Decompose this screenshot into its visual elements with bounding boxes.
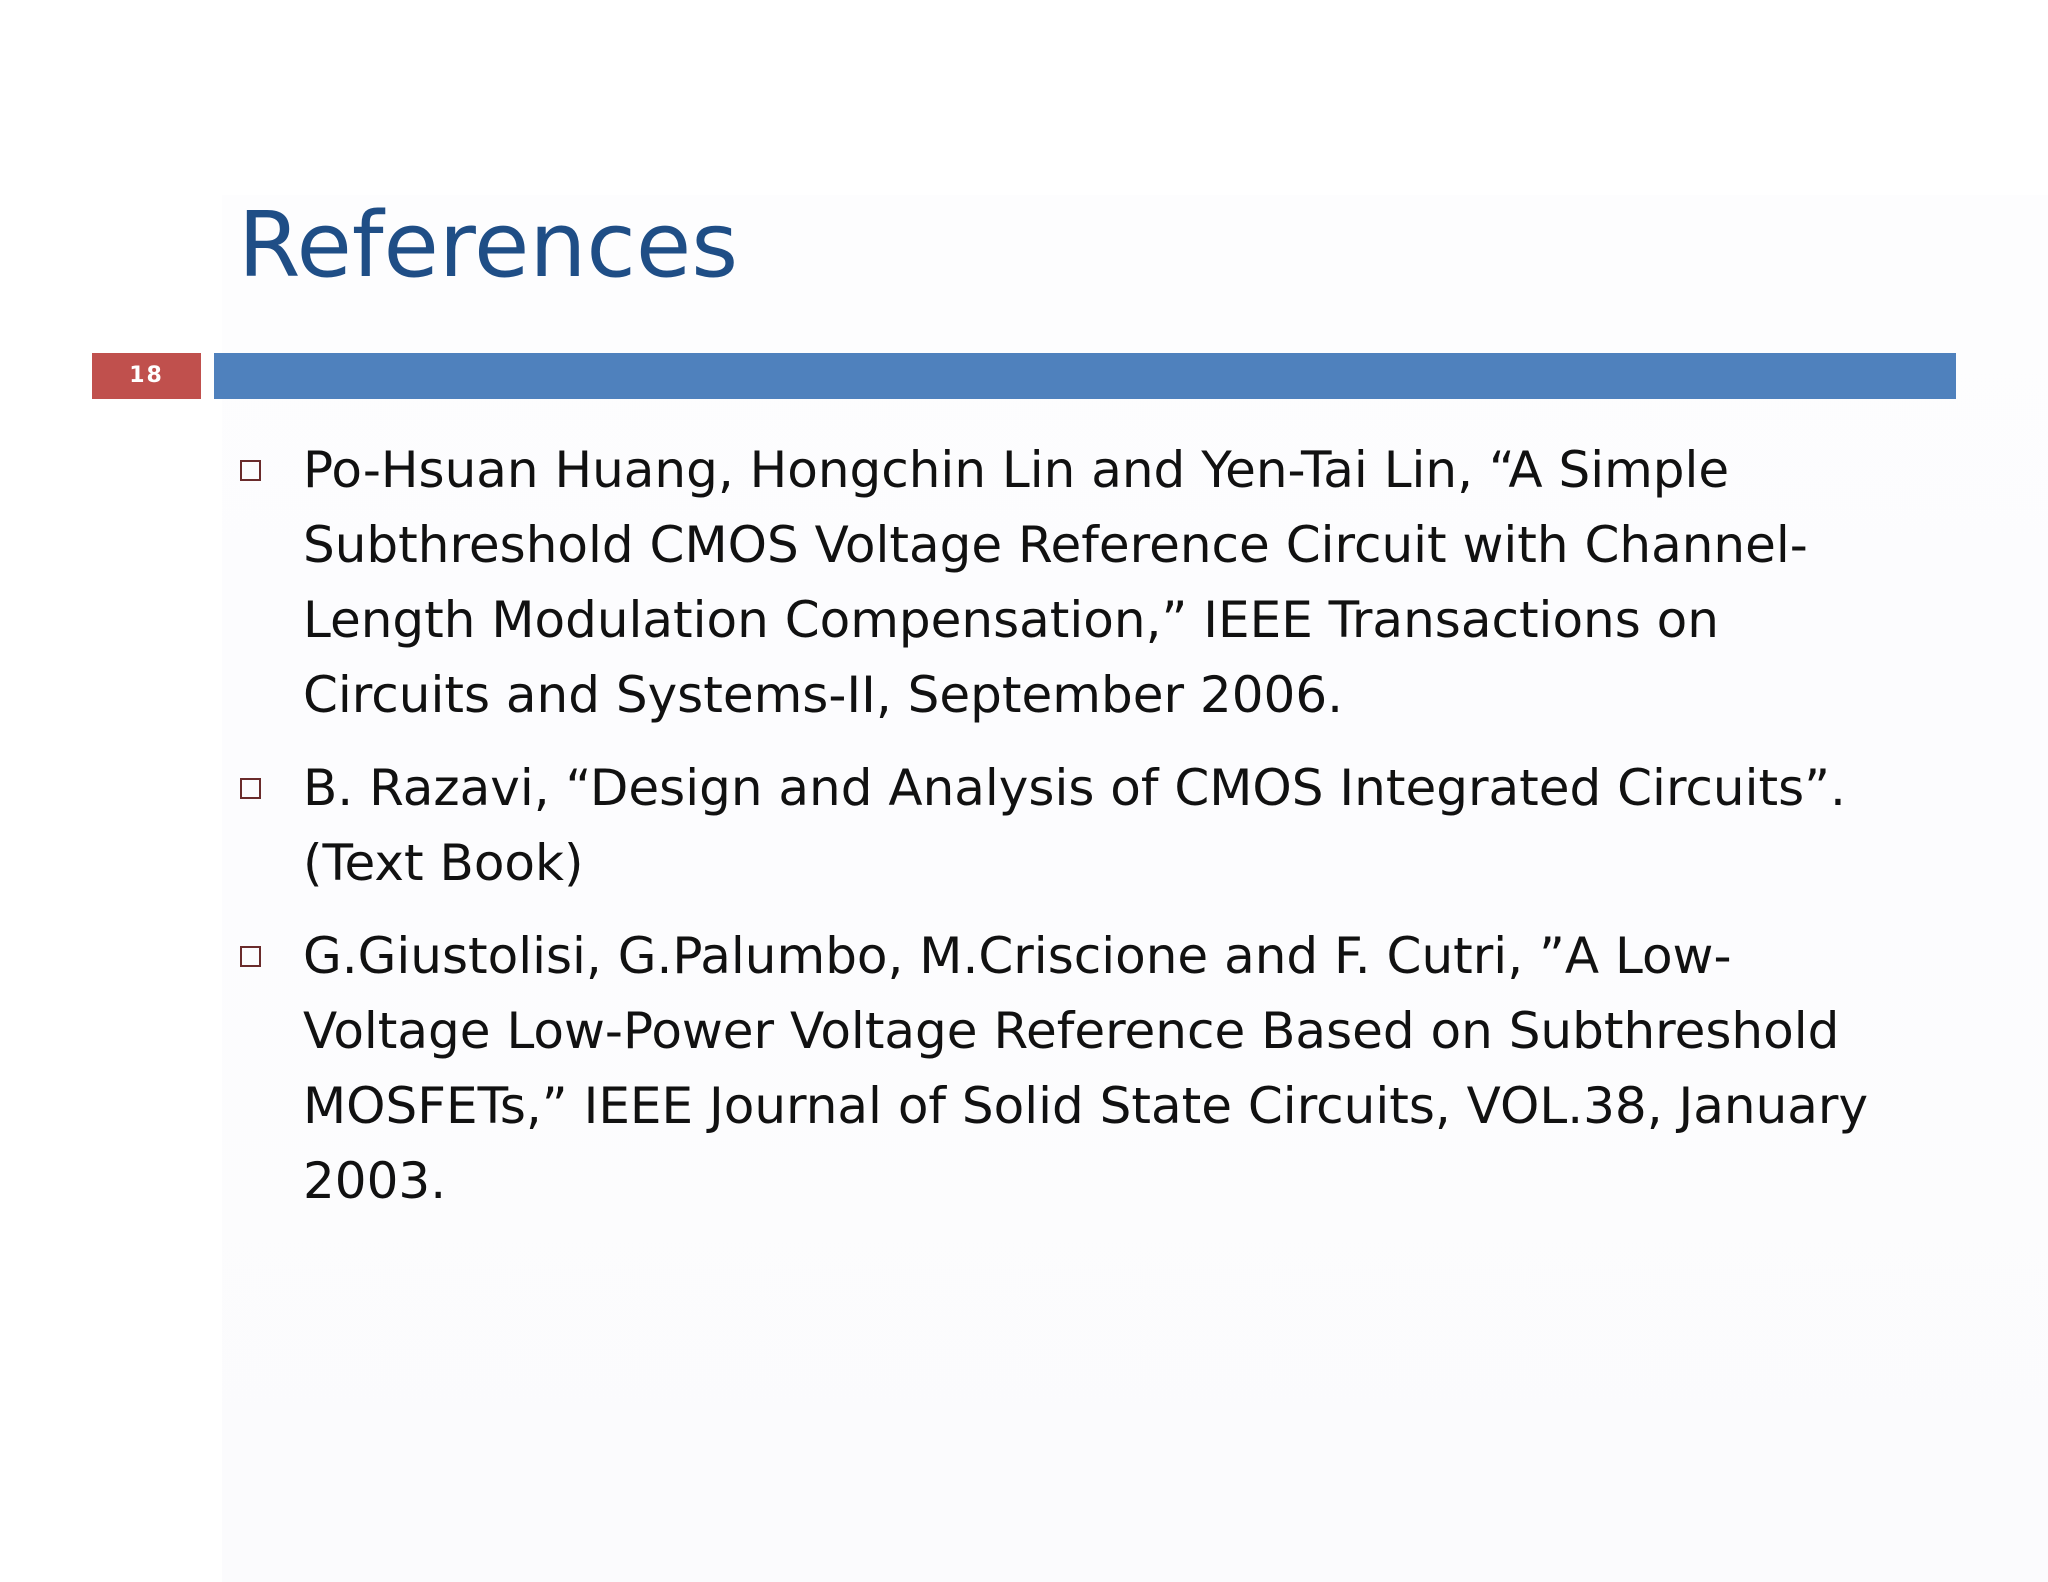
reference-text: Po-Hsuan Huang, Hongchin Lin and Yen-Tai Lin, “A Simple Subthreshold CMOS Voltage Reference Circuit with Channel-Length Modulation Compensation,” IEEE Transactions on Circuits and Systems-II, September 2006. [303, 441, 1808, 724]
title-rule-bar [214, 353, 1956, 399]
hollow-square-bullet-icon [240, 946, 261, 967]
page-number-badge: 18 [92, 353, 201, 399]
reference-list [238, 433, 1878, 1237]
reference-text: G.Giustolisi, G.Palumbo, M.Criscione and F. Cutri, ”A Low-Voltage Low-Power Voltage Reference Based on Subthreshold MOSFETs,” IEEE Journal of Solid State Circuits, VOL.38, January 2003. [303, 927, 1869, 1210]
reference-item [238, 751, 1878, 901]
reference-text: B. Razavi, “Design and Analysis of CMOS Integrated Circuits”. (Text Book) [303, 759, 1846, 892]
reference-item [238, 919, 1878, 1219]
slide-title: References [238, 193, 739, 298]
hollow-square-bullet-icon [240, 460, 261, 481]
reference-item [238, 433, 1878, 733]
hollow-square-bullet-icon [240, 778, 261, 799]
